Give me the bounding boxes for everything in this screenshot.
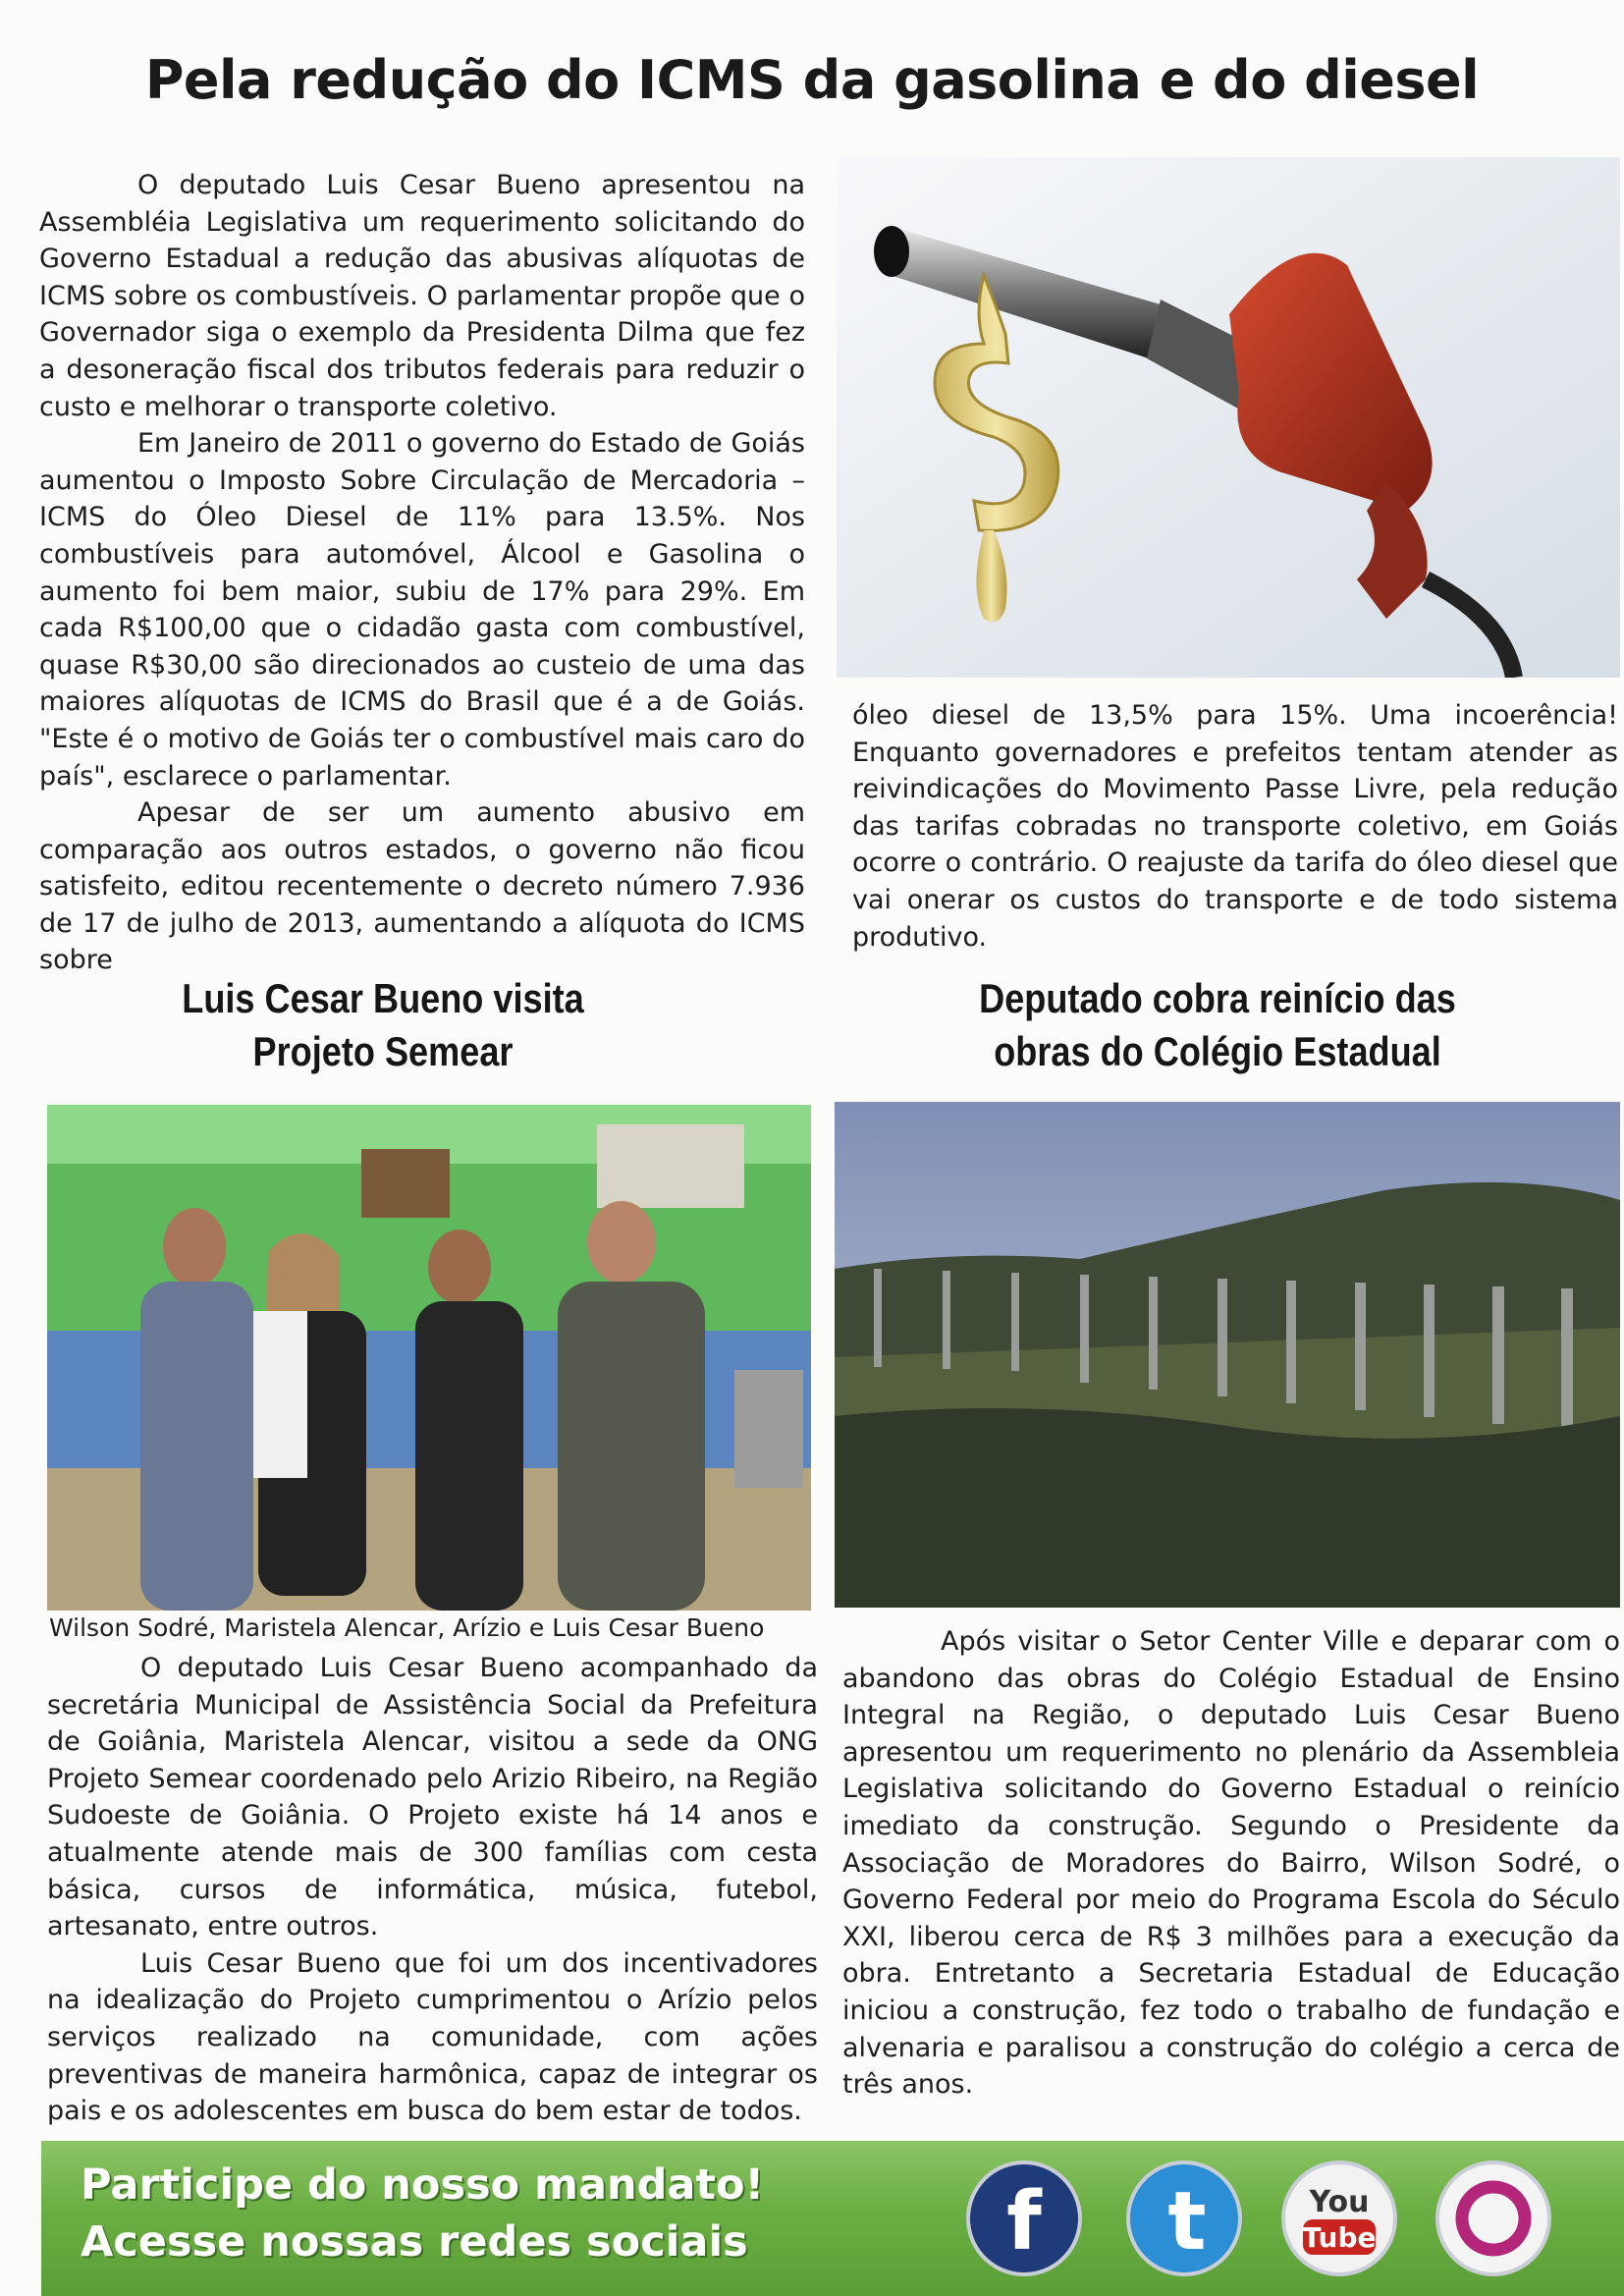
article3-title-line2: obras do Colégio Estadual	[994, 1028, 1441, 1074]
article3-body	[842, 1623, 1620, 2104]
article1-left-column	[39, 167, 805, 979]
youtube-bottom-text: Tube	[1302, 2221, 1377, 2254]
banner-line1: Participe do nosso mandato!	[81, 2160, 765, 2210]
article2-paragraph: Luis Cesar Bueno que foi um dos incentivadores na idealização do Projeto cumprimentou o Arízio pelos serviços realizado na comunidade, com ações preventivas de maneira harmônica, capaz de integrar os pais e os adolescentes em busca do bem estar de todos.	[47, 1947, 818, 2127]
article1-continuation: óleo diesel de 13,5% para 15%. Uma incoerência! Enquanto governadores e prefeitos tentam atender as reivindicações do Movimento Passe Livre, pela redução das tarifas cobradas no transporte coletivo, em Goiás ocorre o contrário. O reajuste da tarifa do óleo diesel que vai onerar os custos do transporte e de todo sistema produtivo.	[852, 700, 1618, 953]
article3-paragraph: Após visitar o Setor Center Ville e deparar com o abandono das obras do Colégio Estadual de Ensino Integral na Região, o deputado Luis Cesar Bueno apresentou um requerimento no plenário da Assembleia Legislativa solicitando do Governo Estadual o reinício imediato da construção. Segundo o Presidente da Associação de Moradores do Bairro, Wilson Sodré, o Governo Federal por meio do Programa Escola do Século XXI, liberou cerca de R$ 3 milhões para a execução da obra. Entretanto a Secretaria Estadual de Educação iniciou a construção, fez todo o trabalho de fundação e alvenaria e paralisou a construção do colégio a cerca de três anos.	[842, 1626, 1620, 2101]
article3-title	[889, 972, 1547, 1078]
article1-paragraph: Em Janeiro de 2011 o governo do Estado de Goiás aumentou o Imposto Sobre Circulação de Mercadoria – ICMS do Óleo Diesel de 11% para 13.5%. Nos combustíveis para automóvel, Álcool e Gasolina o aumento foi bem maior, subiu de 17% para 29%. Em cada R$100,00 que o cidadão gasta com combustível, quase R$30,00 são direcionados ao custeio de uma das maiores alíquotas de ICMS do Brasil que é a de Goiás. "Este é o motivo de Goiás ter o combustível mais caro do país", esclarece o parlamentar.	[39, 428, 805, 792]
article2-title	[54, 972, 713, 1078]
article2-title-line2: Projeto Semear	[252, 1028, 514, 1074]
facebook-glyph: f	[1006, 2175, 1042, 2269]
article1-paragraph: O deputado Luis Cesar Bueno apresentou na Assembléia Legislativa um requerimento solicitando do Governo Estadual a redução das abusivas alíquotas de ICMS sobre os combustíveis. O parlamentar propõe que o Governador siga o exemplo da Presidenta Dilma que fez a desoneração fiscal dos tributos federais para reduzir o custo e melhorar o transporte coletivo.	[39, 170, 805, 422]
twitter-icon[interactable]	[1126, 2160, 1242, 2276]
page-headline: Pela redução do ICMS da gasolina e do diesel	[144, 49, 1480, 111]
group-photo-caption: Wilson Sodré, Maristela Alencar, Arízio e Luis Cesar Bueno	[49, 1613, 765, 1642]
article3-title-line1: Deputado cobra reinício das	[979, 975, 1456, 1021]
social-banner	[41, 2141, 1624, 2296]
article1-right-column	[852, 697, 1618, 956]
article2-paragraph: O deputado Luis Cesar Bueno acompanhado da secretária Municipal de Assistência Social da Prefeitura de Goiânia, Maristela Alencar, visitou a sede da ONG Projeto Semear coordenado pelo Arizio Ribeiro, na Região Sudoeste de Goiânia. O Projeto existe há 14 anos e atualmente atende mais de 300 famílias com cesta básica, cursos de informática, música, futebol, artesanato, entre outros.	[47, 1653, 818, 1942]
youtube-top-text: You	[1309, 2185, 1370, 2219]
article2-title-line1: Luis Cesar Bueno visita	[182, 975, 584, 1021]
article1-paragraph: Apesar de ser um aumento abusivo em comparação aos outros estados, o governo não ficou satisfeito, editou recentemente o decreto número 7.936 de 17 de julho de 2013, aumentando a alíquota do ICMS sobre	[39, 797, 805, 976]
youtube-icon[interactable]	[1281, 2160, 1397, 2276]
group-photo	[47, 1105, 811, 1611]
banner-line2: Acesse nossas redes sociais	[81, 2217, 748, 2267]
twitter-glyph: t	[1167, 2175, 1207, 2269]
construction-site-photo	[835, 1102, 1620, 1608]
fuel-nozzle-photo	[837, 157, 1620, 678]
article2-body	[47, 1650, 818, 2130]
facebook-icon[interactable]	[966, 2160, 1082, 2276]
orkut-icon[interactable]	[1435, 2160, 1551, 2276]
